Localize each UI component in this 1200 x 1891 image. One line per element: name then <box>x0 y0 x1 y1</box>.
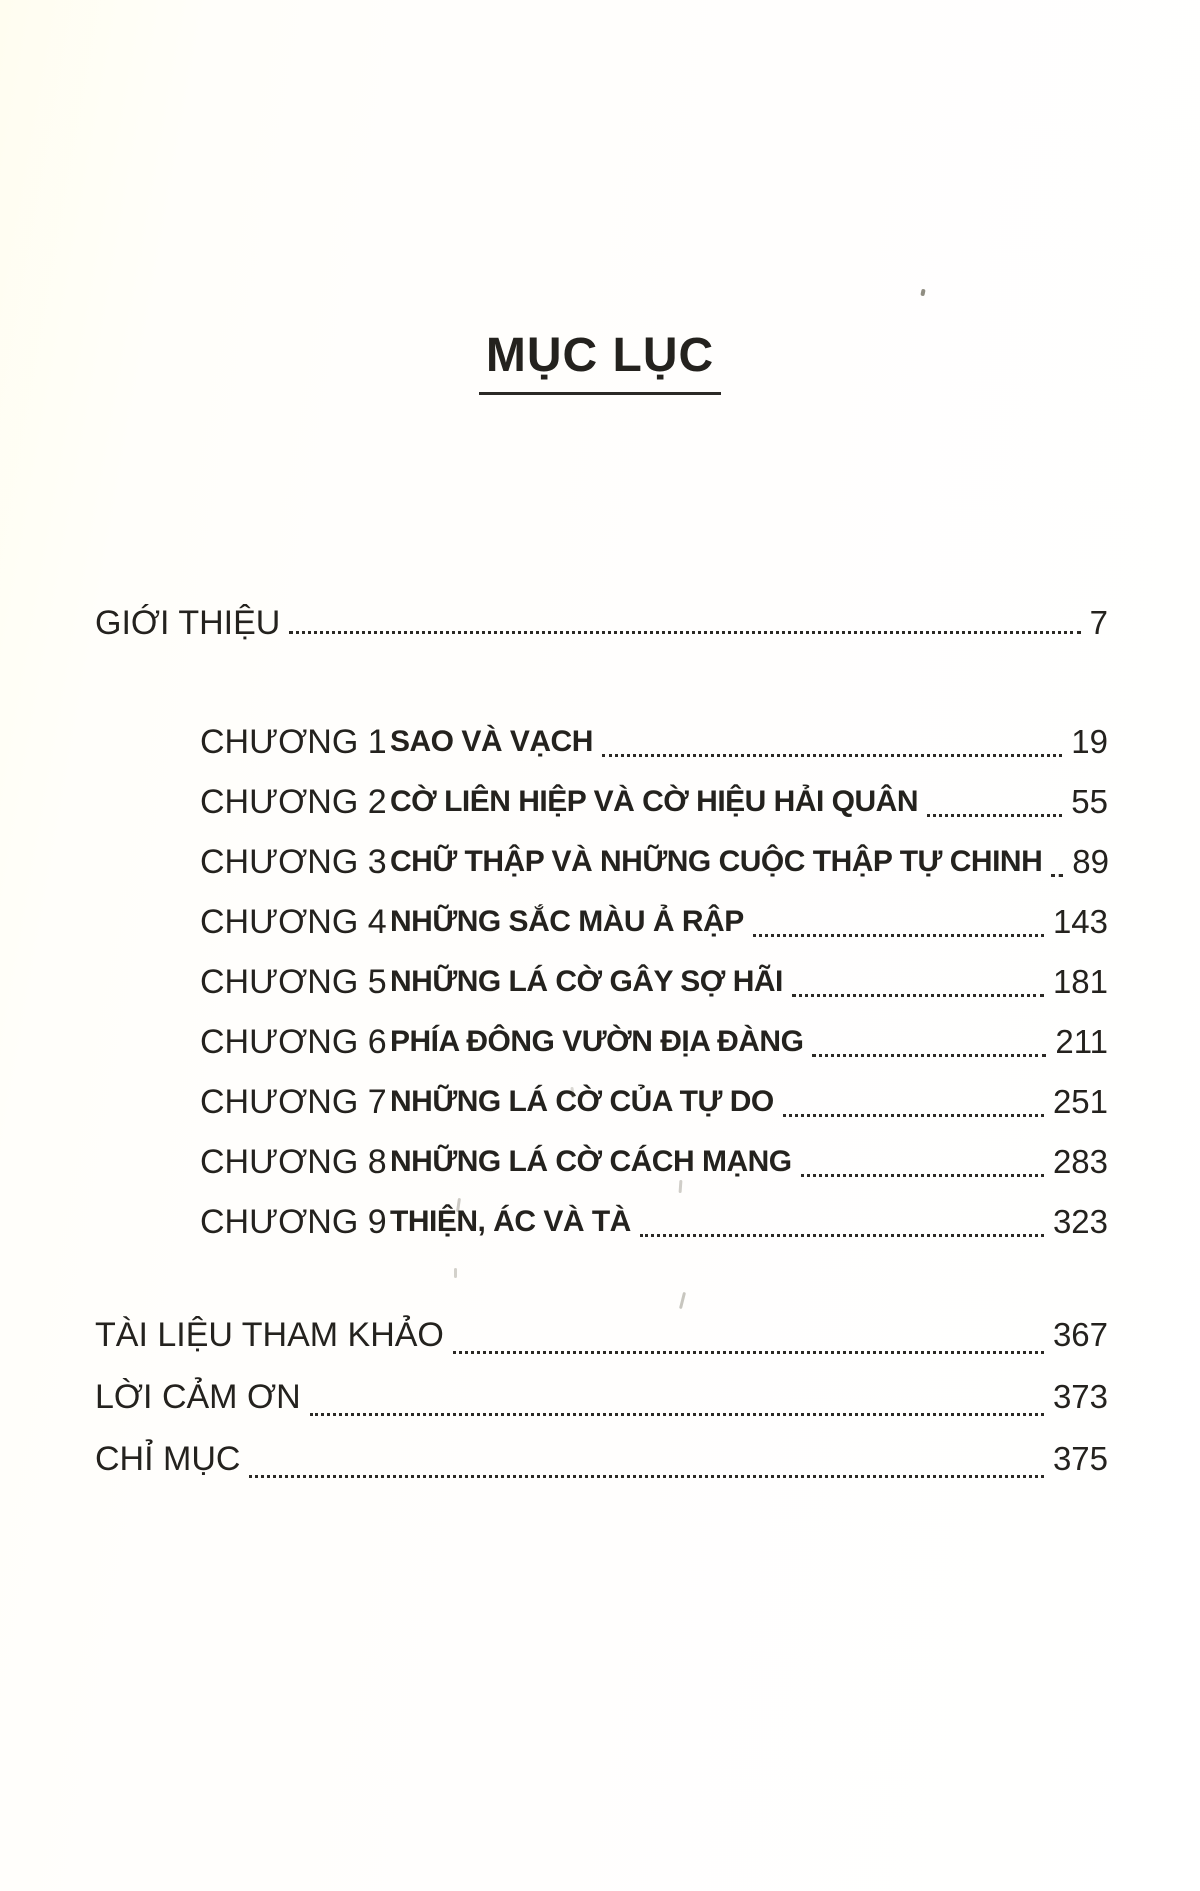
dot-leader <box>1051 874 1063 877</box>
toc-entry-chapter <box>200 892 1108 952</box>
chapter-label: CHƯƠNG 4 <box>200 902 387 941</box>
chapter-label: CHƯƠNG 5 <box>200 962 387 1001</box>
toc-entry-chapter <box>200 952 1108 1012</box>
page-number: 283 <box>1052 1143 1108 1180</box>
dot-leader <box>310 1413 1044 1416</box>
toc-entry-chapter <box>200 712 1108 772</box>
chapter-title: THIỆN, ÁC VÀ TÀ <box>390 1205 631 1238</box>
dot-leader <box>801 1174 1044 1177</box>
dot-leader <box>249 1475 1044 1478</box>
chapter-label: CHƯƠNG 1 <box>200 722 387 761</box>
page-number: 55 <box>1071 783 1108 820</box>
page-number: 367 <box>1052 1316 1108 1353</box>
page-number: 181 <box>1052 963 1108 1000</box>
backmatter-list <box>95 1304 1108 1490</box>
page-number: 211 <box>1055 1023 1108 1060</box>
toc-entry-chapter <box>200 772 1108 832</box>
scan-artifact <box>920 289 925 297</box>
chapter-label: CHƯƠNG 8 <box>200 1142 387 1181</box>
scan-artifact <box>454 1268 457 1278</box>
entry-label: GIỚI THIỆU <box>95 603 281 642</box>
page-number: 323 <box>1052 1203 1108 1240</box>
toc-entry-chapter <box>200 832 1108 892</box>
entry-label: CHỈ MỤC <box>95 1439 241 1478</box>
chapter-label: CHƯƠNG 9 <box>200 1202 387 1241</box>
toc-entry-chapter <box>200 1012 1108 1072</box>
chapter-label: CHƯƠNG 7 <box>200 1082 387 1121</box>
dot-leader <box>753 934 1044 937</box>
toc-entry-chapter <box>200 1072 1108 1132</box>
page-number: 89 <box>1072 843 1109 880</box>
page-title: MỤC LỤC <box>479 331 721 395</box>
dot-leader <box>453 1351 1044 1354</box>
toc-entry-intro <box>95 600 1108 646</box>
dot-leader <box>812 1054 1046 1057</box>
entry-label: TÀI LIỆU THAM KHẢO <box>95 1315 444 1354</box>
chapter-list <box>200 712 1108 1252</box>
chapter-label: CHƯƠNG 2 <box>200 782 387 821</box>
chapter-title: NHỮNG LÁ CỜ CÁCH MẠNG <box>390 1145 792 1178</box>
page-number: 375 <box>1052 1440 1108 1477</box>
dot-leader <box>792 994 1044 997</box>
chapter-title: PHÍA ĐÔNG VƯỜN ĐỊA ĐÀNG <box>390 1025 804 1058</box>
page-number: 143 <box>1052 903 1108 940</box>
dot-leader <box>289 631 1080 634</box>
toc-entry-chapter <box>200 1192 1108 1252</box>
page-number: 19 <box>1071 723 1108 760</box>
dot-leader <box>783 1114 1044 1117</box>
chapter-title: NHỮNG LÁ CỜ CỦA TỰ DO <box>390 1085 774 1118</box>
chapter-title: CHỮ THẬP VÀ NHỮNG CUỘC THẬP TỰ CHINH <box>390 845 1043 878</box>
chapter-title: NHỮNG LÁ CỜ GÂY SỢ HÃI <box>390 965 783 998</box>
dot-leader <box>602 754 1062 757</box>
page-number: 373 <box>1052 1378 1108 1415</box>
chapter-title: NHỮNG SẮC MÀU Ả RẬP <box>390 905 744 938</box>
entry-label: LỜI CẢM ƠN <box>95 1377 301 1416</box>
page-number: 251 <box>1052 1083 1108 1120</box>
chapter-label: CHƯƠNG 6 <box>200 1022 387 1061</box>
title-block <box>0 331 1200 395</box>
dot-leader <box>927 814 1062 817</box>
chapter-label: CHƯƠNG 3 <box>200 842 387 881</box>
toc-entry-backmatter <box>95 1366 1108 1428</box>
chapter-title: SAO VÀ VẠCH <box>390 725 593 758</box>
chapter-title: CỜ LIÊN HIỆP VÀ CỜ HIỆU HẢI QUÂN <box>390 785 919 818</box>
dot-leader <box>640 1234 1044 1237</box>
toc-entry-backmatter <box>95 1304 1108 1366</box>
page-number: 7 <box>1089 604 1108 641</box>
toc-entry-chapter <box>200 1132 1108 1192</box>
toc-entry-backmatter <box>95 1428 1108 1490</box>
